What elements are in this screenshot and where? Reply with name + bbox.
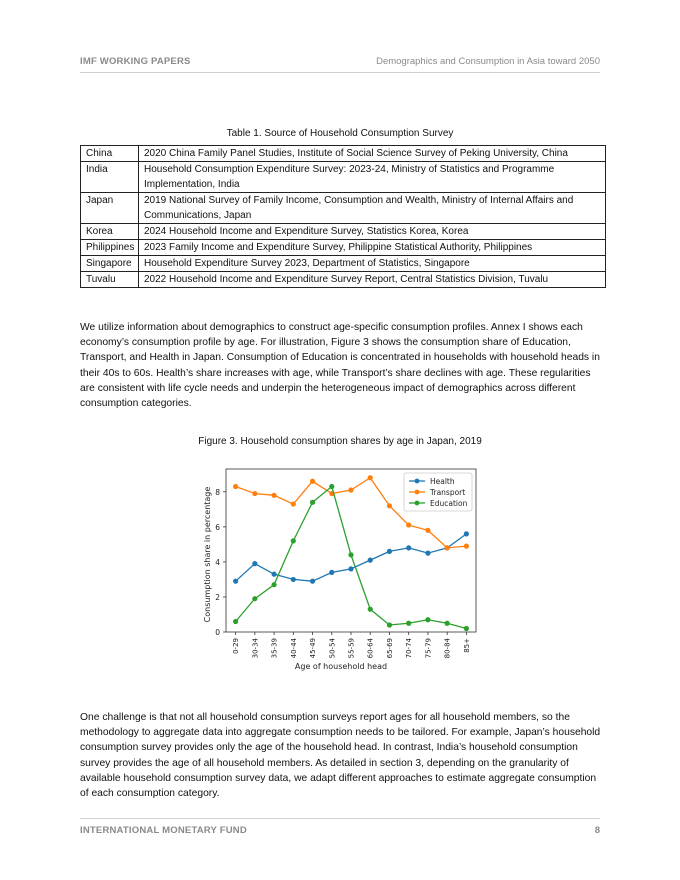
y-tick-label: 0 [215,628,220,637]
x-tick-label: 85+ [462,638,471,653]
legend-marker [415,501,420,506]
country-cell: India [81,162,139,193]
data-point-education [387,622,392,627]
source-cell: Household Consumption Expenditure Survey: 2023-24, Ministry of Statistics and Programme Implementation, India [139,162,606,193]
country-cell: Singapore [81,256,139,272]
data-point-health [233,579,238,584]
y-tick-label: 2 [215,592,220,602]
data-point-health [348,566,353,571]
y-tick-label: 4 [215,557,220,567]
page-number: 8 [594,825,600,836]
data-point-transport [291,501,296,506]
x-tick-label: 35-39 [270,638,279,659]
table-row [81,224,606,240]
source-cell: 2020 China Family Panel Studies, Institute of Social Science Survey of Peking University, China [139,146,606,162]
x-tick-label: 70-74 [405,638,414,659]
x-axis-label: Age of household head [294,662,388,671]
data-point-health [329,570,334,575]
figure-caption: Figure 3. Household consumption shares by age in Japan, 2019 [198,436,482,447]
data-point-education [310,500,315,505]
x-tick-label: 65-69 [385,638,394,659]
country-cell: Philippines [81,240,139,256]
data-point-transport [233,484,238,489]
source-table [80,145,606,288]
source-cell: 2023 Family Income and Expenditure Survey, Philippine Statistical Authority, Philippines [139,240,606,256]
x-tick-label: 75-79 [424,638,433,659]
x-tick-label: 60-64 [366,638,375,659]
data-point-education [271,582,276,587]
x-tick-label: 30-34 [251,638,260,659]
data-point-health [368,558,373,563]
data-point-transport [425,528,430,533]
country-cell: Japan [81,193,139,224]
data-point-transport [445,545,450,550]
x-tick-label: 55-59 [347,638,356,659]
table-row [81,193,606,224]
data-point-health [464,531,469,536]
y-tick-label: 8 [215,487,220,497]
data-point-transport [271,493,276,498]
data-point-education [329,484,334,489]
data-point-health [291,577,296,582]
y-axis-label: Consumption share in percentage [203,486,212,623]
series-line-health [236,534,467,581]
data-point-health [425,551,430,556]
data-point-education [348,552,353,557]
data-point-health [271,572,276,577]
header-series-title: IMF WORKING PAPERS [80,56,191,67]
source-cell: 2019 National Survey of Family Income, Consumption and Wealth, Ministry of Internal Affairs and Communications, Japan [139,193,606,224]
data-point-education [291,538,296,543]
data-point-transport [348,487,353,492]
legend-marker [415,490,420,495]
table-row [81,272,606,288]
legend-label: Education [430,499,468,508]
x-tick-label: 0-29 [232,638,241,654]
line-chart [196,464,486,678]
data-point-education [464,626,469,631]
data-point-education [368,607,373,612]
legend-label: Transport [430,488,466,497]
running-footer [80,818,600,836]
body-paragraph-2: One challenge is that not all household consumption surveys report ages for all household members, so the methodology to aggregate data into aggregate consumption needs to be tailored. For example, Japan’s household consumption survey provides only the age of the household head. In contrast, India’s household consumption survey provides the age of all household members. As detailed in section 3, depending on the granularity of available household consumption survey data, we adapt different approaches to estimate aggregate consumption of each consumption category. [80,712,601,800]
data-point-transport [406,522,411,527]
data-point-health [310,579,315,584]
table-row [81,240,606,256]
body-paragraph-1: We utilize information about demographics to construct age-specific consumption profiles. Annex I shows each economy’s consumption profile by age. For illustration, Figure 3 shows the consumption share of Education, Transport, and Health in Japan. Consumption of Education is concentrated in households with household heads in their 40s to 60s. Health’s share increases with age, while Transport’s share declines with age. These regularities are consistent with life cycle needs and underpin the heterogeneous impact of demographics across different consumption categories. [80,322,600,410]
legend-marker [415,479,420,484]
x-tick-label: 40-44 [289,638,298,659]
data-point-education [425,617,430,622]
source-cell: Household Expenditure Survey 2023, Department of Statistics, Singapore [139,256,606,272]
legend-label: Health [430,477,455,486]
country-cell: Korea [81,224,139,240]
data-point-health [406,545,411,550]
data-point-education [252,596,257,601]
footer-organization: INTERNATIONAL MONETARY FUND [80,825,247,836]
table-row [81,256,606,272]
running-header [80,54,600,73]
y-tick-label: 6 [215,522,220,532]
data-point-education [445,621,450,626]
data-point-transport [368,475,373,480]
table-row [81,146,606,162]
data-point-transport [310,479,315,484]
data-point-transport [387,503,392,508]
x-tick-label: 50-54 [328,638,337,659]
data-point-education [233,619,238,624]
table-caption: Table 1. Source of Household Consumption Survey [226,128,454,139]
data-point-transport [252,491,257,496]
header-paper-title: Demographics and Consumption in Asia toward 2050 [376,56,600,67]
x-tick-label: 80-84 [443,638,452,659]
data-point-transport [464,544,469,549]
x-tick-label: 45-49 [309,638,318,659]
data-point-education [406,621,411,626]
data-point-health [252,561,257,566]
source-cell: 2022 Household Income and Expenditure Survey Report, Central Statistics Division, Tuvalu [139,272,606,288]
country-cell: China [81,146,139,162]
country-cell: Tuvalu [81,272,139,288]
table-row [81,162,606,193]
data-point-health [387,549,392,554]
source-cell: 2024 Household Income and Expenditure Survey, Statistics Korea, Korea [139,224,606,240]
